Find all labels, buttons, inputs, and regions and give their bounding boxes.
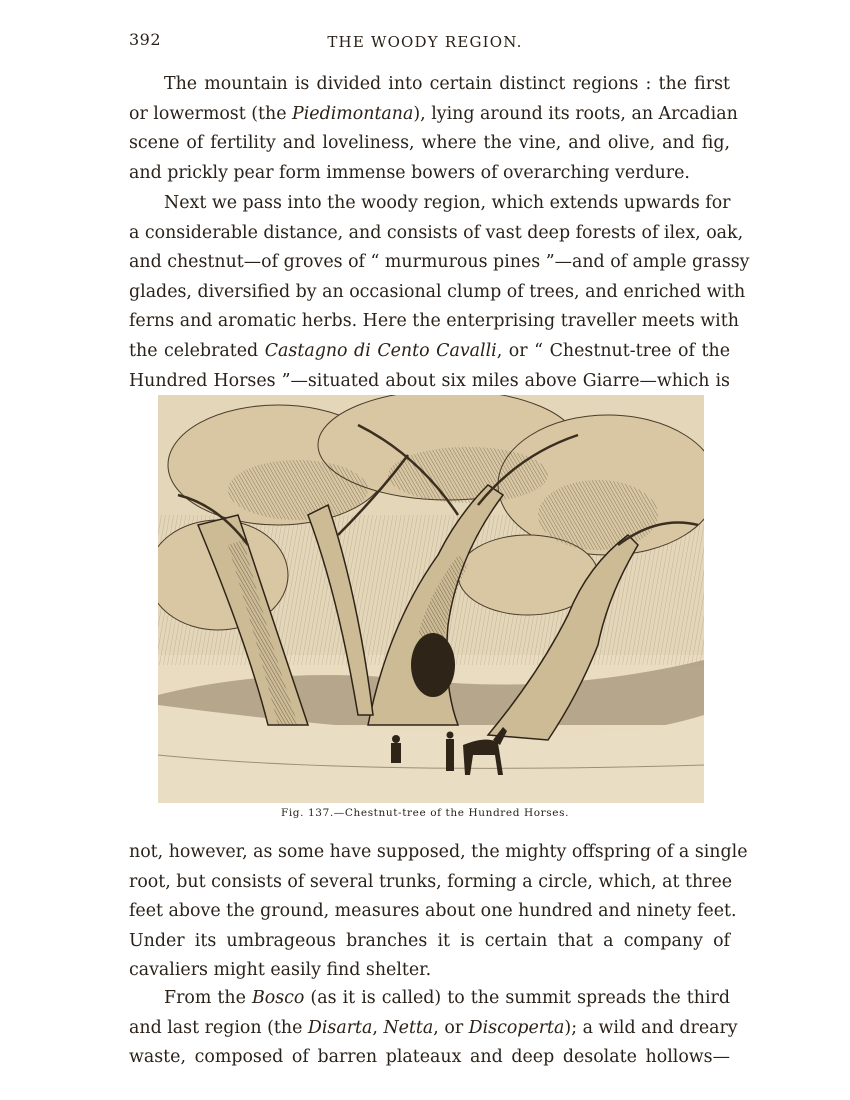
italic-term: Piedimontana [292, 103, 414, 124]
text-line: glades, diversified by an occasional clump of trees, and enriched with [129, 281, 746, 302]
text-line: and prickly pear form immense bowers of overarching verdure. [129, 162, 690, 183]
text-line: or lowermost (the Piedimontana), lying around its roots, an Arcadian [129, 103, 738, 124]
text-line: ferns and aromatic herbs. Here the enterprising traveller meets with [129, 311, 739, 332]
text-line: feet above the ground, measures about one hundred and ninety feet. [129, 901, 737, 922]
text-line: and last region (the Disarta, Netta, or Discoperta); a wild and dreary [129, 1017, 738, 1038]
page-number: 392 [129, 30, 162, 49]
text-line: a considerable distance, and consists of vast deep forests of ilex, oak, [129, 222, 744, 243]
text-line: the celebrated Castagno di Cento Cavalli, or “ Chestnut-tree of the [129, 340, 730, 361]
text-line: Under its umbrageous branches it is certain that a company of [129, 930, 730, 951]
text-line: From the Bosco (as it is called) to the summit spreads the third [164, 988, 730, 1008]
text-line: Next we pass into the woody region, which extends upwards for [164, 193, 731, 213]
text-line: The mountain is divided into certain distinct regions : the first [164, 74, 730, 94]
paragraph-4 [129, 984, 738, 1073]
engraving-illustration [158, 395, 704, 803]
text-line: waste, composed of barren plateaux and deep desolate hollows— [129, 1047, 730, 1068]
text-line: and chestnut—of groves of “ murmurous pines ”—and of ample grassy [129, 252, 750, 273]
running-head: THE WOODY REGION. [327, 33, 523, 51]
italic-term: Discoperta [468, 1017, 565, 1038]
text-line: scene of fertility and loveliness, where the vine, and olive, and fig, [129, 133, 730, 154]
engraving-chestnut-tree [158, 395, 704, 803]
text-line: Hundred Horses ”—situated about six miles above Giarre—which is [129, 370, 730, 391]
italic-term: Bosco [251, 988, 305, 1008]
paragraph-2 [129, 189, 750, 396]
figure-caption: Fig. 137.—Chestnut-tree of the Hundred Horses. [280, 807, 570, 819]
italic-term: Castagno di Cento Cavalli [264, 340, 497, 361]
paragraph-1 [129, 70, 738, 188]
text-line: root, but consists of several trunks, forming a circle, which, at three [129, 871, 733, 892]
text-line: not, however, as some have supposed, the mighty offspring of a single [129, 842, 748, 862]
text-line: cavaliers might easily find shelter. [129, 960, 432, 981]
italic-term: Disarta [307, 1017, 373, 1038]
paragraph-3 [129, 838, 748, 986]
italic-term: Netta [383, 1017, 434, 1038]
